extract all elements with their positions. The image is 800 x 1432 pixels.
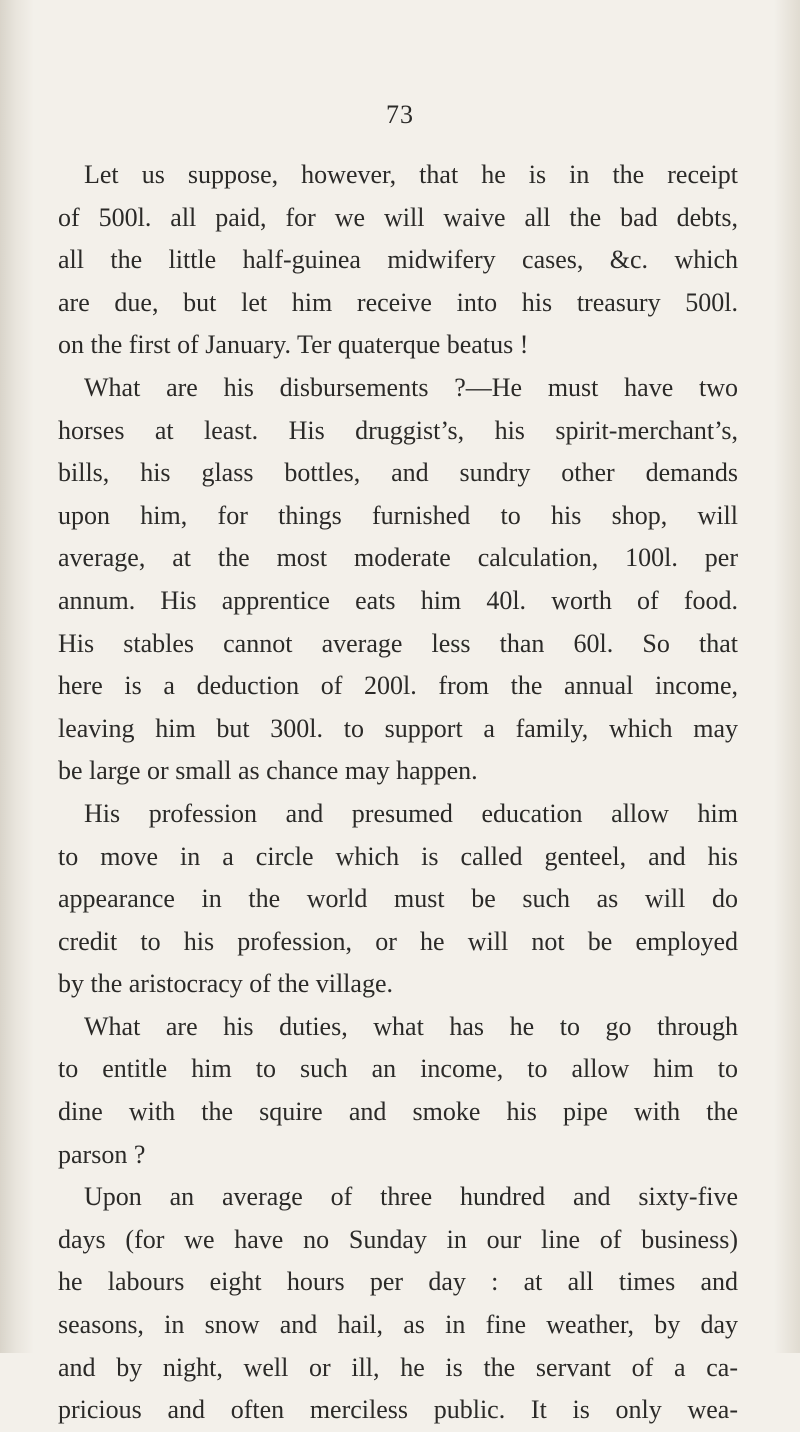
text-line: average, at the most moderate calculation, 100l. per xyxy=(58,543,738,573)
text-line: all the little half-guinea midwifery cases, &c. which xyxy=(58,245,738,275)
text-line: His profession and presumed education allow him xyxy=(84,798,738,828)
text-line: credit to his profession, or he will not be employed xyxy=(58,926,738,956)
text-line: and by night, well or ill, he is the servant of a ca- xyxy=(58,1352,738,1382)
text-line: days (for we have no Sunday in our line of business) xyxy=(58,1224,738,1254)
text-line: What are his duties, what has he to go through xyxy=(84,1011,738,1041)
text-line: What are his disbursements ?—He must have two xyxy=(84,372,738,402)
text-line: horses at least. His druggist’s, his spirit-merchant’s, xyxy=(58,415,738,445)
text-line: are due, but let him receive into his treasury 500l. xyxy=(58,287,738,317)
page-number: 73 xyxy=(386,100,414,129)
text-line: by the aristocracy of the village. xyxy=(58,969,393,999)
text-line: dine with the squire and smoke his pipe with the xyxy=(58,1097,738,1127)
text-line: appearance in the world must be such as will do xyxy=(58,884,738,914)
text-line: annum. His apprentice eats him 40l. worth of food. xyxy=(58,585,738,615)
text-line: of 500l. all paid, for we will waive all the bad debts, xyxy=(58,202,738,232)
text-line: His stables cannot average less than 60l. So that xyxy=(58,628,738,658)
text-line: on the first of January. Ter quaterque beatus ! xyxy=(58,330,529,360)
text-line: parson ? xyxy=(58,1139,146,1169)
text-line: bills, his glass bottles, and sundry other demands xyxy=(58,458,738,488)
text-line: he labours eight hours per day : at all times and xyxy=(58,1267,738,1297)
text-line: here is a deduction of 200l. from the annual income, xyxy=(58,671,738,701)
text-line: to entitle him to such an income, to allow him to xyxy=(58,1054,738,1084)
text-line: Let us suppose, however, that he is in the receipt xyxy=(84,160,738,189)
page-gutter-shadow xyxy=(0,0,34,1353)
text-line: to move in a circle which is called genteel, and his xyxy=(58,841,738,871)
text-line: upon him, for things furnished to his shop, will xyxy=(58,500,738,530)
text-line: Upon an average of three hundred and sixty-five xyxy=(84,1182,738,1212)
text-line: pricious and often merciless public. It is only wea- xyxy=(58,1395,738,1425)
text-line: seasons, in snow and hail, as in fine weather, by day xyxy=(58,1310,738,1340)
text-line: be large or small as chance may happen. xyxy=(58,756,478,786)
body-text xyxy=(58,154,738,1432)
text-line: leaving him but 300l. to support a family, which may xyxy=(58,713,738,743)
page-edge-shadow xyxy=(774,0,800,1353)
